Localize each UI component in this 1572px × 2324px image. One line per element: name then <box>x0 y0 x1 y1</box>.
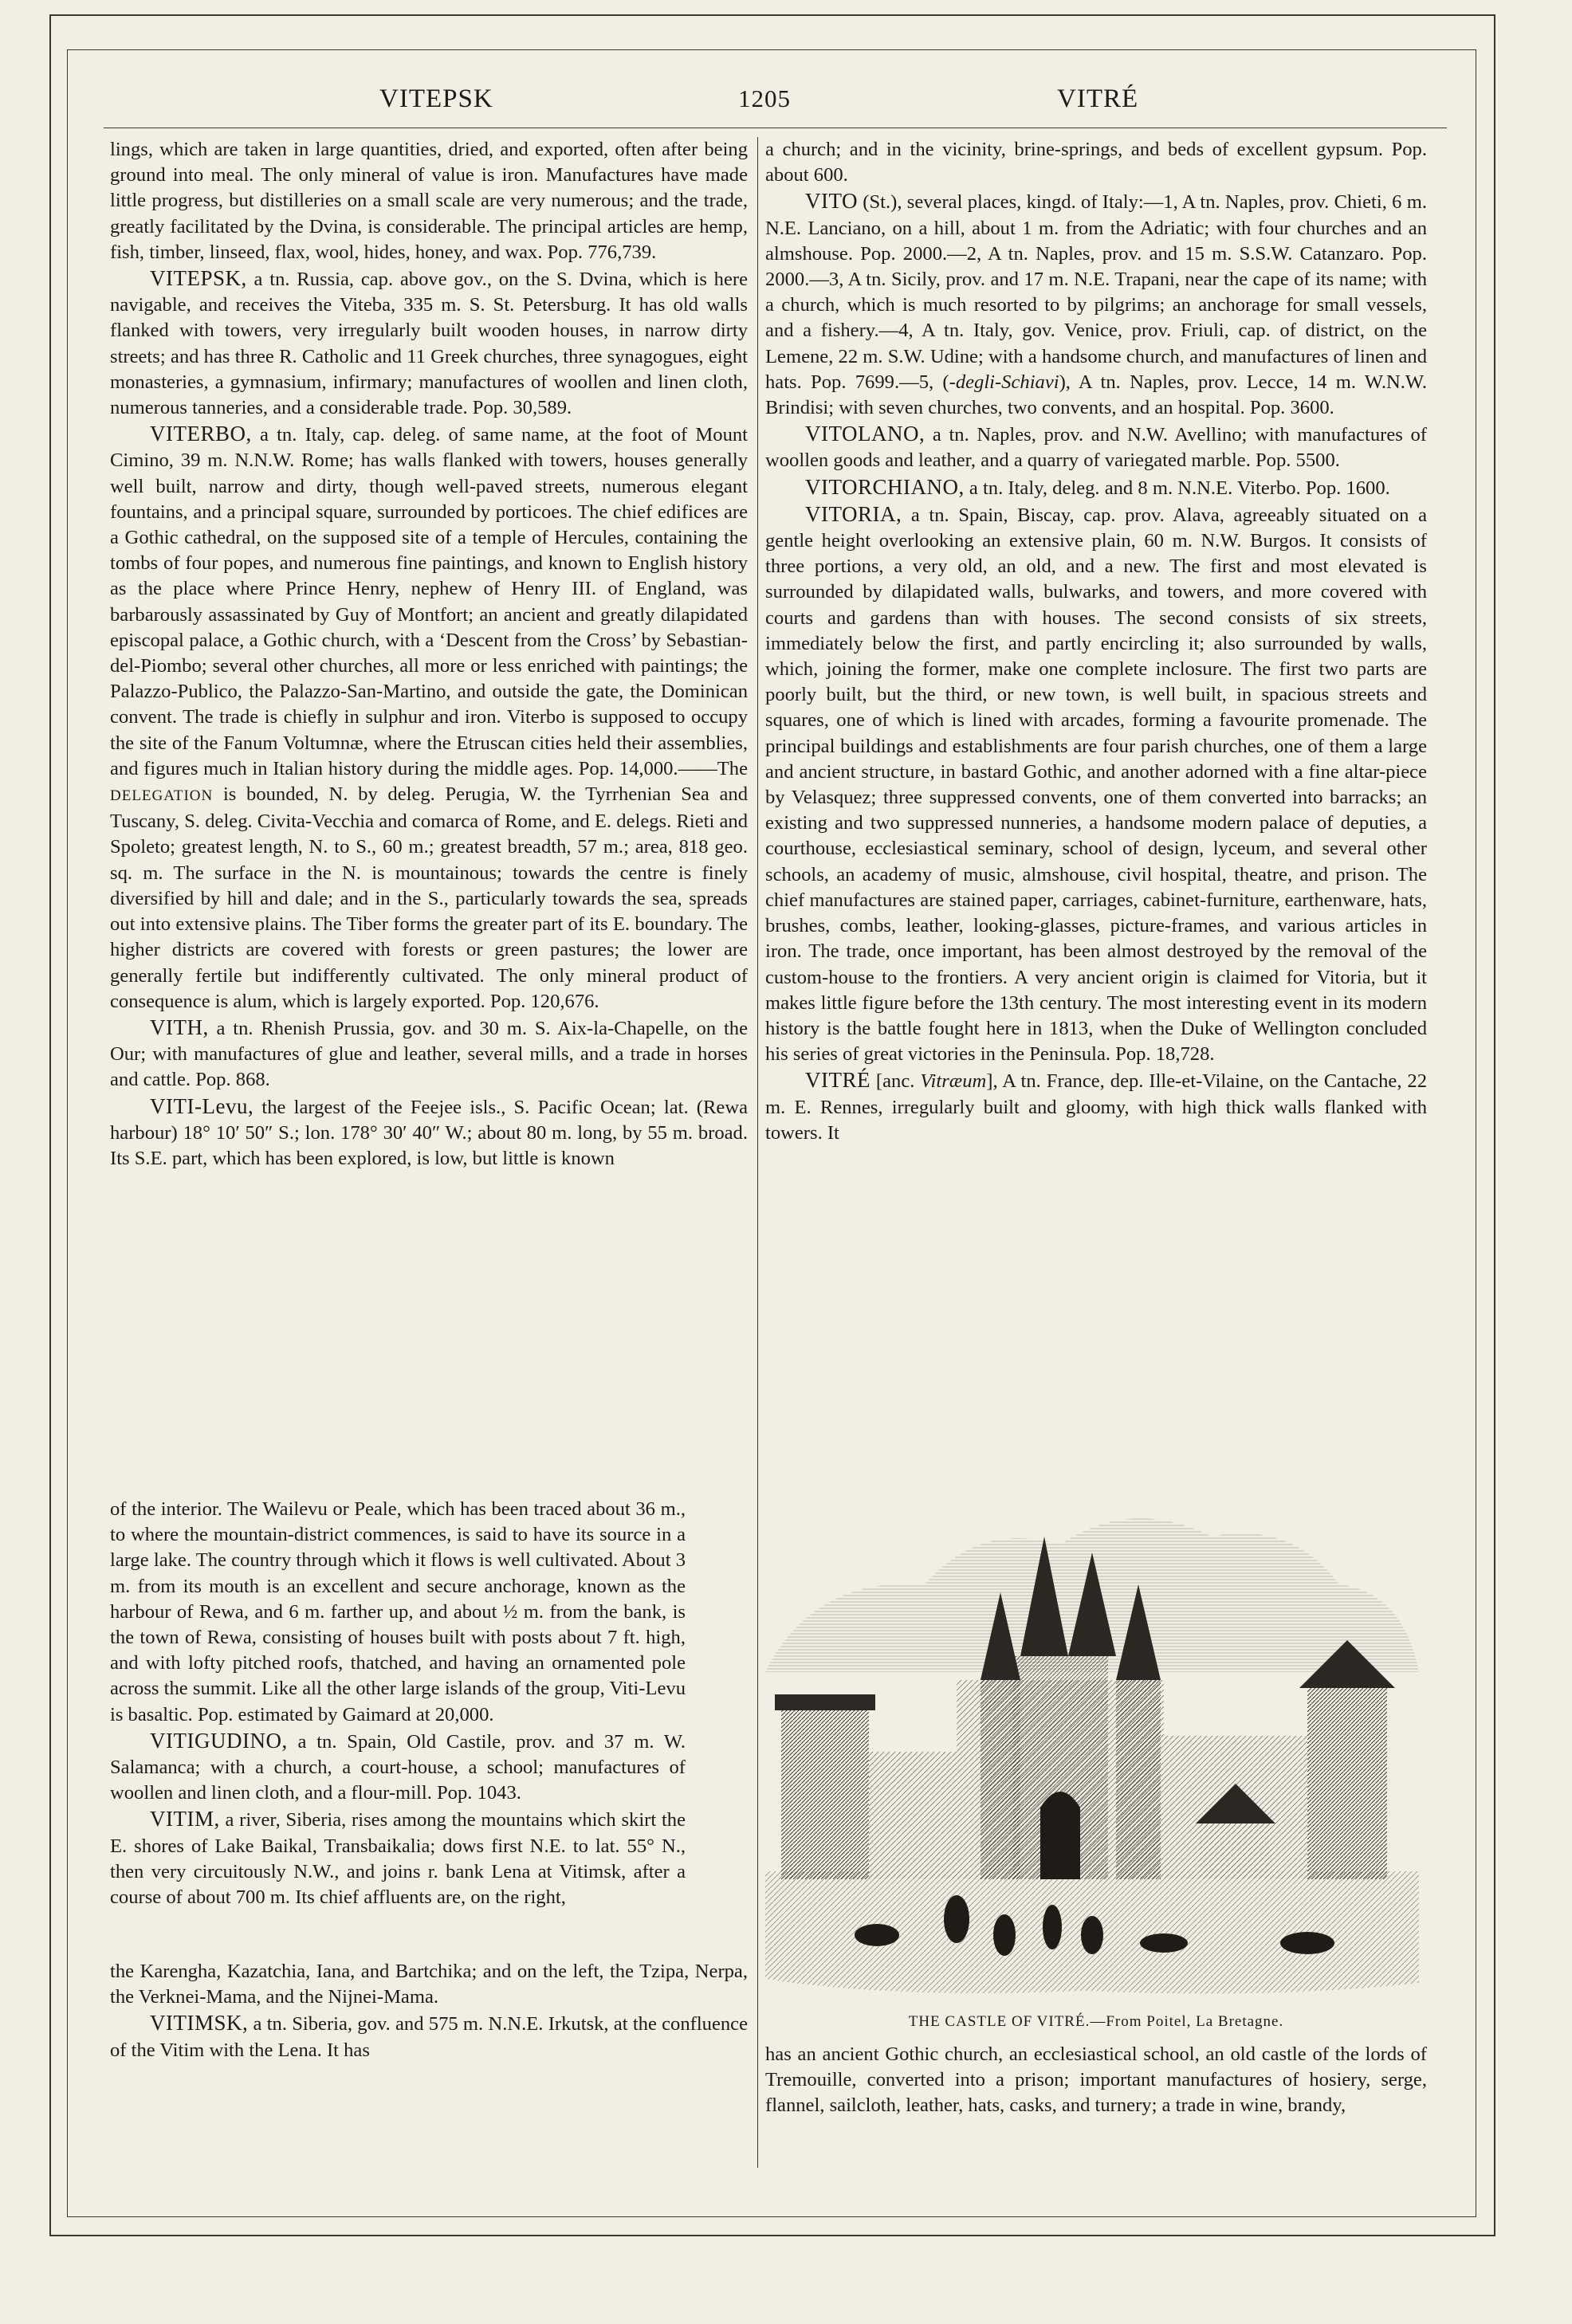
figure-caption <box>765 2013 1427 2031</box>
entry-vitimsk: VITIMSK, a tn. Siberia, gov. and 575 m. N.N.E. Irkutsk, at the confluence of the Vitim with the Lena. It has <box>110 2011 748 2061</box>
headword: VITIMSK, <box>150 2011 249 2035</box>
entry-viti-levu-cont: of the interior. The Wailevu or Peale, which has been traced about 36 m., to where the mountain-district commences, is said to have its source in a large lake. The country through which it flows is well cultivated. About 3 m. from its mouth is an excellent and secure anchorage, known as the harbour of Rewa, and 6 m. farther up, and about ½ m. from the bank, is the town of Rewa, consisting of houses built with posts about 7 ft. high, and with lofty pitched roofs, thatched, and having an ornamented pole across the summit. Like all the other large islands of the group, Viti-Levu is basaltic. Pop. estimated by Gaimard at 20,000. <box>110 1498 686 1725</box>
headword: VITIM, <box>150 1807 220 1831</box>
headword: VITO <box>805 189 858 214</box>
caption-source: .—From Poitel, La Bretagne. <box>1085 2013 1284 2030</box>
headword: VITH, <box>150 1015 209 1039</box>
headword: VITRÉ <box>805 1068 870 1093</box>
entry-vith: VITH, a tn. Rhenish Prussia, gov. and 30 m. S. Aix-la-Chapelle, on the Our; with manufactures of glue and leather, several mills, and a trade in horses and cattle. Pop. 868. <box>110 1015 748 1091</box>
caption-title: THE CASTLE OF VITRÉ <box>908 2013 1086 2030</box>
entry-viterbo: VITERBO, a tn. Italy, cap. deleg. of same name, at the foot of Mount Cimino, 39 m. N.N.W. Rome; has walls flanked with towers, houses generally well built, narrow and dirty, though well-paved streets, numerous elegant fountains, and a principal square, surrounded by porticoes. The chief edifices are a Gothic cathedral, on the supposed site of a temple of Hercules, containing the tombs of four popes, and numerous fine paintings, and known to English history as the place where Prince Henry, nephew of Henry III. of England, was barbarously assassinated by Guy of Montfort; an ancient and greatly dilapidated episcopal palace, a Gothic church, with a ‘Descent from the Cross’ by Sebastian-del-Piombo; several other churches, all more or less enriched with paintings; the Palazzo-Publico, the Palazzo-San-Martino, and outside the gate, the Dominican convent. The trade is chiefly in sulphur and iron. Viterbo is supposed to occupy the site of the Fanum Voltumnæ, where the Etruscan cities held their assemblies, and figures much in Italian history during the middle ages. Pop. 14,000.——The DELEGATION is bounded, N. by deleg. Perugia, W. the Tyrrhenian Sea and Tuscany, S. deleg. Civita-Vecchia and comarca of Rome, and E. delegs. Rieti and Spoleto; greatest length, N. to S., 60 m.; greatest breadth, 57 m.; area, 818 geo. sq. m. The surface in the N. is mountainous; towards the centre is finely diversified by hill and dale; and in the S., particularly towards the sea, spreads out into extensive plains. The Tiber forms the greater part of its E. boundary. The higher districts are covered with forests or green pastures; the lower are generally fertile but indifferently cultivated. The only mineral product of consequence is alum, which is largely exported. Pop. 120,676. <box>110 422 748 1012</box>
entry-viti-levu: VITI-Levu, the largest of the Feejee isls., S. Pacific Ocean; lat. (Rewa harbour) 18° 10′ 50″ S.; lon. 178° 30′ 40″ W.; about 80 m. long, by 55 m. broad. Its S.E. part, which has been explored, is low, but little is known <box>110 1093 748 1169</box>
entry-vitorchiano: VITORCHIANO, a tn. Italy, deleg. and 8 m. N.N.E. Viterbo. Pop. 1600. <box>805 474 1390 499</box>
entry-vitigudino: VITIGUDINO, a tn. Spain, Old Castile, prov. and 37 m. W. Salamanca; with a church, a court-house, a school; manufactures of woollen and linen cloth, and a flour-mill. Pop. 1043. <box>110 1728 686 1804</box>
headword: VITORCHIANO, <box>805 474 965 499</box>
headword: VITERBO, <box>150 422 252 446</box>
castle-illustration <box>717 1489 1435 2007</box>
castle-engraving <box>717 1489 1435 2007</box>
left-column <box>110 137 748 1172</box>
entry-vitolano: VITOLANO, a tn. Naples, prov. and N.W. Avellino; with manufactures of woollen goods and leather, and a quarry of variegated marble. Pop. 5500. <box>765 422 1427 472</box>
header-right-word: VITRÉ <box>1057 84 1139 113</box>
headword: VITORIA, <box>805 501 902 526</box>
entry-vitim-cont: the Karengha, Kazatchia, Iana, and Bartchika; and on the left, the Tzipa, Nerpa, the Verknei-Mama, and the Nijnei-Mama. <box>110 1961 748 2008</box>
entry-continuation-right: a church; and in the vicinity, brine-springs, and beds of excellent gypsum. Pop. about 600. <box>765 139 1427 186</box>
entry-vitim: VITIM, a river, Siberia, rises among the mountains which skirt the E. shores of Lake Baikal, Transbaikalia; dows first N.E. to lat. 55° N., then very circuitously N.W., and joins r. bank Lena at Vitimsk, after a course of about 700 m. Its chief affluents are, on the right, <box>110 1807 686 1909</box>
entry-vitoria: VITORIA, a tn. Spain, Biscay, cap. prov. Alava, agreeably situated on a gentle height overlooking an extensive plain, 60 m. N.W. Burgos. It consists of three portions, a very old, an old, and a new. The first and most elevated is surrounded by dilapidated walls, bulwarks, and towers, and more covered with courts and gardens than with houses. The second consists of six streets, immediately below the first, and partly encircling it; also surrounded by walls, which, joining the former, make one complete inclosure. The first two parts are poorly built, but the third, or new town, is well built, in spacious streets and squares, one of which is lined with arcades, forming a favourite promenade. The principal buildings and establishments are four parish churches, one of them a large and ancient structure, in bastard Gothic, and another adorned with a fine altar-piece by Velasquez; three suppressed convents, one of them converted into barracks; an existing and two suppressed nunneries, a handsome modern palace of deputies, a courthouse, ecclesiastical seminary, school of design, lyceum, and several other schools, an academy of music, almshouse, civil hospital, theatre, and prison. The chief manufactures are stained paper, carriages, cabinet-furniture, earthenware, hats, brushes, combs, leather, looking-glasses, picture-frames, and various articles in iron. The trade, once important, has been almost destroyed by the removal of the custom-house to the frontiers. A very ancient origin is claimed for Vitoria, but it makes little figure before the 13th century. The most interesting event in its modern history is the battle fought here in 1813, when the Duke of Wellington concluded his series of great victories in the Peninsula. Pop. 18,728. <box>765 501 1427 1066</box>
entry-vito: VITO (St.), several places, kingd. of Italy:—1, A tn. Naples, prov. Chieti, 6 m. N.E. Lanciano, on a hill, about 1 m. from the Adriatic; with four churches and an almshouse. Pop. 2000.—2, A tn. Naples, prov. and 15 m. S.S.W. Catanzaro. Pop. 2000.—3, A tn. Sicily, prov. and 17 m. N.E. Trapani, near the cape of its name; with a church, which is much resorted to by pilgrims; an anchorage for small vessels, and a fishery.—4, A tn. Italy, gov. Venice, prov. Friuli, cap. of district, on the Lemene, 22 m. S.W. Udine; with a handsome church, and manufactures of linen and hats. Pop. 7699.—5, (-degli-Schiavi), A tn. Naples, prov. Lecce, 14 m. W.N.W. Brindisi; with seven churches, two convents, and an hospital. Pop. 3600. <box>765 189 1427 419</box>
left-column-bottom <box>110 1959 748 2063</box>
entry-vitepsk: VITEPSK, a tn. Russia, cap. above gov., on the S. Dvina, which is here navigable, and receives the Viteba, 335 m. S. St. Petersburg. It has old walls flanked with towers, very irregularly built wooden houses, in narrow dirty streets; and has three R. Catholic and 11 Greek churches, three synagogues, eight monasteries, a gymnasium, infirmary; manufactures of woollen and linen cloth, numerous tanneries, and a considerable trade. Pop. 30,589. <box>110 266 748 419</box>
headword: VITI-Levu, <box>150 1093 254 1118</box>
running-header <box>77 80 1464 124</box>
header-left-word: VITEPSK <box>379 84 493 113</box>
headword: VITEPSK, <box>150 266 247 291</box>
headword: VITIGUDINO, <box>150 1728 288 1753</box>
entry-vitre: VITRÉ [anc. Vitræum], A tn. France, dep. Ille-et-Vilaine, on the Cantache, 22 m. E. Rennes, irregularly built and gloomy, with high thick walls flanked with towers. It <box>765 1068 1428 1144</box>
left-column-narrow <box>110 1497 686 1910</box>
entry-continuation: lings, which are taken in large quantities, dried, and exported, often after being ground into meal. The only mineral of value is iron. Manufactures have made little progress, but distilleries on a small scale are very numerous; and the trade, greatly facilitated by the Dvina, is considerable. The principal articles are hemp, fish, timber, linseed, flax, wool, hides, honey, and wax. Pop. 776,739. <box>110 139 748 263</box>
entry-vitre-cont: has an ancient Gothic church, an ecclesiastical school, an old castle of the lords of Tremouille, converted into a prison; important manufactures of hosiery, serge, flannel, sailcloth, leather, hats, casks, and turnery; a trade in wine, brandy, <box>765 2043 1427 2117</box>
right-column-bottom <box>765 2042 1427 2119</box>
page-number: 1205 <box>738 84 791 112</box>
right-column <box>765 137 1427 1146</box>
headword: VITOLANO, <box>805 422 926 446</box>
